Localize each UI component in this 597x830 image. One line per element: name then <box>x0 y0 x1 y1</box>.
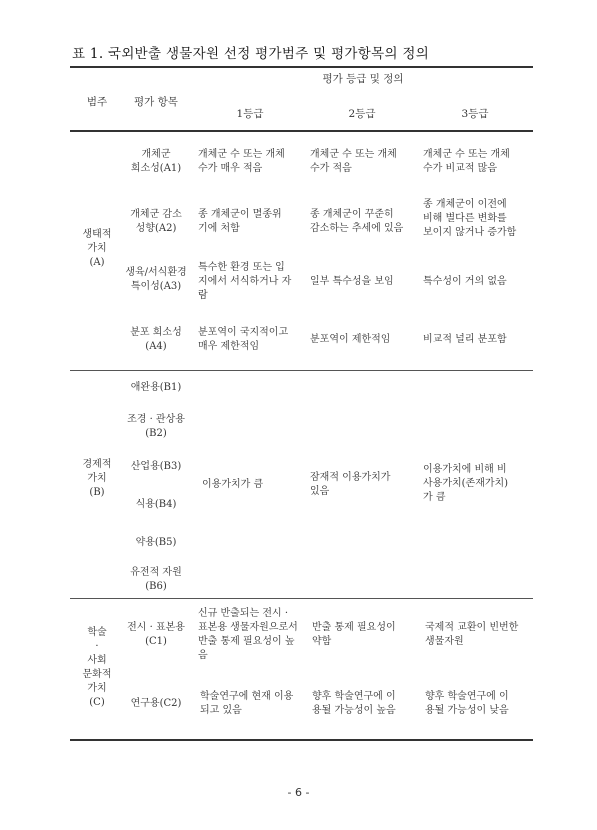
row-a3-item: 생육/서식환경 특이성(A3) <box>125 267 187 292</box>
row-a1-grade2: 개체군 수 또는 개체 수가 적음 <box>310 149 397 174</box>
row-a2-grade1: 종 개체군이 멸종위 기에 처함 <box>198 209 282 234</box>
row-c2-grade1: 학술연구에 현재 이용 되고 있음 <box>200 691 294 716</box>
row-b2-item: 조경 · 관상용 (B2) <box>127 414 185 439</box>
social-category: 학술 · 사회 문화적 가치 (C) <box>82 627 112 708</box>
row-b6-item: 유전적 자원 (B6) <box>130 567 182 592</box>
header-grade2: 2등급 <box>348 108 376 120</box>
row-b5-item: 약용(B5) <box>135 537 177 548</box>
economic-grade2: 잠재적 이용가치가 있음 <box>310 472 391 497</box>
row-b4-item: 식용(B4) <box>135 499 177 510</box>
row-c2-item: 연구용(C2) <box>130 698 182 709</box>
economic-category: 경제적 가치 (B) <box>82 459 112 498</box>
row-a2-grade2: 종 개체군이 꾸준히 감소하는 추세에 있음 <box>310 209 404 234</box>
row-a2-item: 개체군 감소 성향(A2) <box>130 209 182 234</box>
economic-grade3: 이용가치에 비해 비 사용가치(존재가치) 가 큼 <box>423 464 509 503</box>
header-item: 평가 항목 <box>134 96 178 108</box>
row-a3-grade2: 일부 특수성을 보임 <box>310 276 394 287</box>
row-a3-grade1: 특수한 환경 또는 입 지에서 서식하거나 자 람 <box>198 262 292 301</box>
row-a4-grade3: 비교적 널리 분포함 <box>423 334 507 345</box>
row-a4-grade1: 분포역이 국지적이고 매우 제한적임 <box>198 327 289 352</box>
row-a2-grade3: 종 개체군이 이전에 비해 별다른 변화를 보이지 않거나 증가함 <box>423 199 517 238</box>
row-a1-grade3: 개체군 수 또는 개체 수가 비교적 많음 <box>423 149 510 174</box>
row-b1-item: 애완용(B1) <box>130 382 182 393</box>
row-c2-grade3: 향후 학술연구에 이 용될 가능성이 낮음 <box>425 691 509 716</box>
row-c1-grade3: 국제적 교환이 빈번한 생물자원 <box>425 622 519 647</box>
header-grade3: 3등급 <box>461 108 489 120</box>
row-c1-grade1: 신규 반출되는 전시 · 표본용 생물자원으로서 반출 통제 필요성이 높 음 <box>198 608 298 661</box>
row-a1-item: 개체군 희소성(A1) <box>130 149 182 174</box>
header-grade1: 1등급 <box>236 108 264 120</box>
row-a3-grade3: 특수성이 거의 없음 <box>423 276 507 287</box>
row-b3-item: 산업용(B3) <box>130 461 182 472</box>
row-a4-grade2: 분포역이 제한적임 <box>310 334 391 345</box>
row-a4-item: 분포 희소성 (A4) <box>130 327 182 352</box>
economic-bottom-rule <box>70 598 533 599</box>
header-category: 범주 <box>86 96 108 108</box>
economic-grade1: 이용가치가 큼 <box>202 479 264 490</box>
table-bottom-rule <box>70 739 533 741</box>
row-c2-grade2: 향후 학술연구에 이 용될 가능성이 높음 <box>312 691 396 716</box>
table-caption: 표 1. 국외반출 생물자원 선정 평가범주 및 평가항목의 정의 <box>72 46 430 62</box>
row-c1-grade2: 반출 통제 필요성이 약함 <box>312 622 396 647</box>
header-group: 평가 등급 및 정의 <box>322 73 404 85</box>
page-number: - 6 - <box>287 786 310 799</box>
ecological-category: 생태적 가치 (A) <box>82 229 112 268</box>
table-top-rule <box>70 66 533 68</box>
row-c1-item: 전시 · 표본용 (C1) <box>127 622 185 647</box>
header-bottom-rule <box>70 130 533 132</box>
ecological-bottom-rule <box>70 370 533 371</box>
row-a1-grade1: 개체군 수 또는 개체 수가 매우 적음 <box>198 149 285 174</box>
